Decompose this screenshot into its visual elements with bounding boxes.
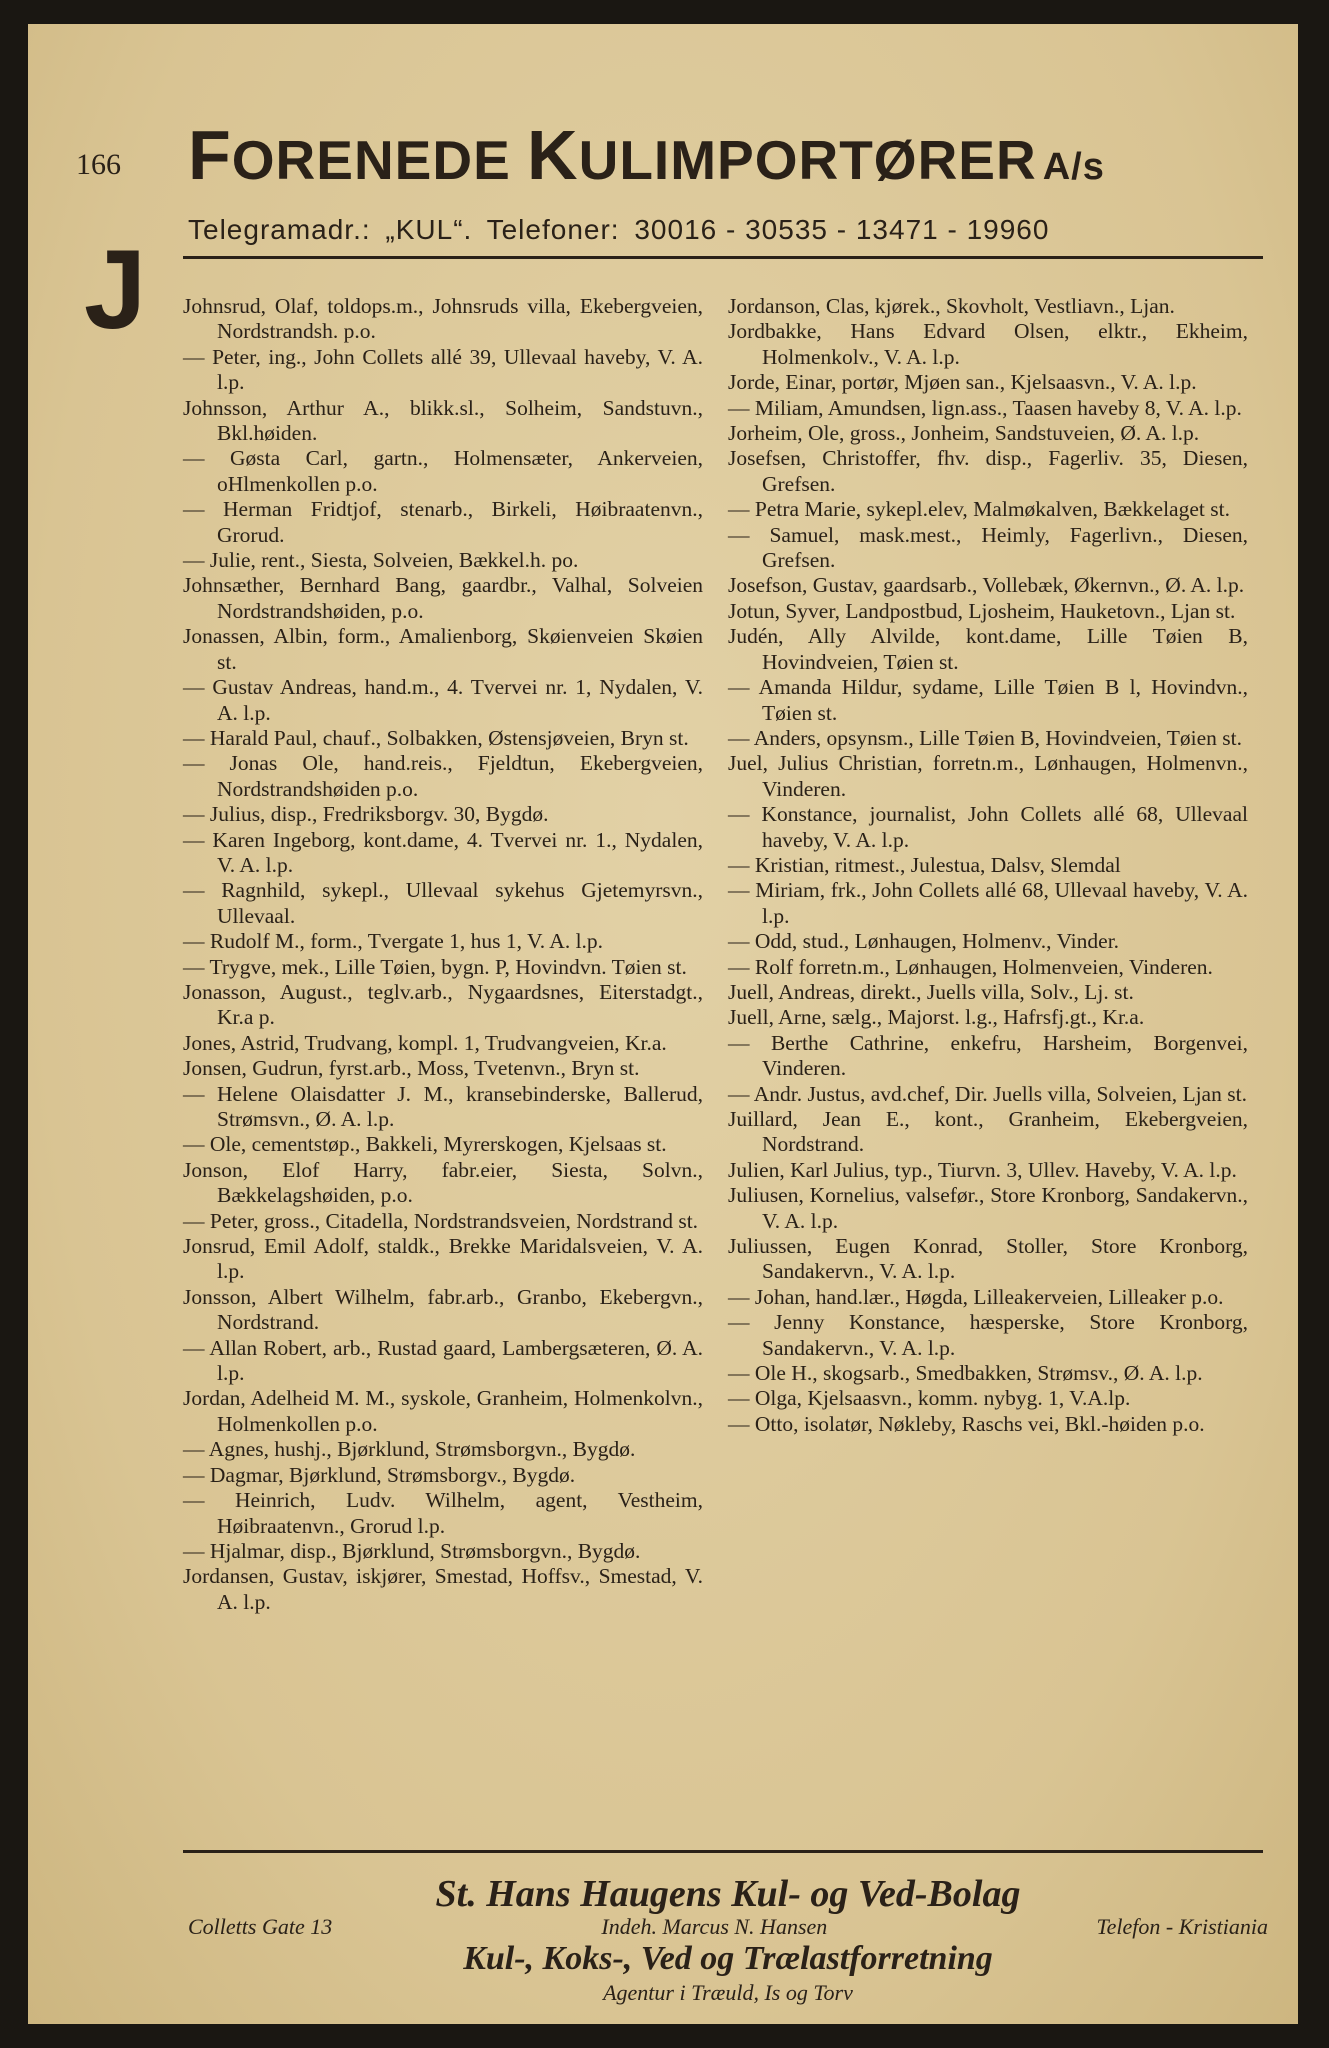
telegram-label: Telegramadr.: xyxy=(188,214,371,245)
advert-header-title xyxy=(188,116,1268,194)
footer-contact-line xyxy=(188,1914,1268,1940)
directory-entry: — Otto, isolatør, Nøkleby, Raschs vei, Bkl.-høiden p.o. xyxy=(728,1411,1205,1436)
footer-agency: Agentur i Træuld, Is og Torv xyxy=(603,1980,853,2005)
directory-entry: — Anders, opsynsm., Lille Tøien B, Hovindveien, Tøien st. xyxy=(728,725,1242,750)
directory-entry: — Gustav Andreas, hand.m., 4. Tvervei nr. 1, Nydalen, V. A. l.p. xyxy=(183,675,703,725)
directory-entry: — Kristian, ritmest., Julestua, Dalsv, Slemdal xyxy=(728,852,1121,877)
directory-entry: Juell, Arne, sælg., Majorst. l.g., Hafrsfj.gt., Kr.a. xyxy=(728,1005,1145,1030)
directory-entry: — Gøsta Carl, gartn., Holmensæter, Ankerveien, oHlmenkollen p.o. xyxy=(183,446,703,496)
title-cap-2: K xyxy=(527,116,579,194)
directory-entry: — Hjalmar, disp., Bjørklund, Strømsborgvn., Bygdø. xyxy=(183,1538,641,1563)
title-rest-2: ULIMPORTØRER xyxy=(578,129,1037,191)
directory-entry: — Peter, gross., Citadella, Nordstrandsveien, Nordstrand st. xyxy=(183,1208,699,1233)
directory-entry: — Andr. Justus, avd.chef, Dir. Juells villa, Solveien, Ljan st. xyxy=(728,1081,1247,1106)
directory-entry: Judén, Ally Alvilde, kont.dame, Lille Tøien B, Hovindveien, Tøien st. xyxy=(728,624,1248,674)
directory-entry: — Miriam, frk., John Collets allé 68, Ullevaal haveby, V. A. l.p. xyxy=(728,878,1248,928)
title-suffix: A/s xyxy=(1042,146,1105,188)
directory-entry: Jorheim, Ole, gross., Jonheim, Sandstuveien, Ø. A. l.p. xyxy=(728,421,1200,446)
directory-entry: Johnsæther, Bernhard Bang, gaardbr., Valhal, Solveien Nordstrandshøiden, p.o. xyxy=(183,573,703,623)
phone-label: Telefoner: xyxy=(486,214,620,245)
advert-header-contact xyxy=(188,214,1268,246)
directory-entry: Jordbakke, Hans Edvard Olsen, elktr., Ekheim, Holmenkolv., V. A. l.p. xyxy=(728,319,1248,369)
directory-entry: — Dagmar, Bjørklund, Strømsborgv., Bygdø. xyxy=(183,1462,576,1487)
directory-entry: Juliusen, Kornelius, valsefør., Store Kronborg, Sandakervn., V. A. l.p. xyxy=(728,1183,1248,1233)
directory-page xyxy=(28,24,1298,2024)
directory-entry: — Ole H., skogsarb., Smedbakken, Strømsv., Ø. A. l.p. xyxy=(728,1361,1203,1386)
directory-entry: Juillard, Jean E., kont., Granheim, Ekebergveien, Nordstrand. xyxy=(728,1107,1248,1157)
directory-entry: — Ole, cementstøp., Bakkeli, Myrerskogen, Kjelsaas st. xyxy=(183,1132,667,1157)
directory-entry: — Agnes, hushj., Bjørklund, Strømsborgvn., Bygdø. xyxy=(183,1437,636,1462)
directory-entry: Jordanson, Clas, kjørek., Skovholt, Vestliavn., Ljan. xyxy=(728,294,1175,318)
footer-address: Colletts Gate 13 xyxy=(188,1914,333,1939)
directory-entry: — Trygve, mek., Lille Tøien, bygn. P, Hovindvn. Tøien st. xyxy=(183,954,687,979)
directory-entry: — Rudolf M., form., Tvergate 1, hus 1, V. A. l.p. xyxy=(183,929,604,954)
directory-entry: — Peter, ing., John Collets allé 39, Ullevaal haveby, V. A. l.p. xyxy=(183,344,703,395)
directory-entry: Jorde, Einar, portør, Mjøen san., Kjelsaasvn., V. A. l.p. xyxy=(728,370,1197,395)
directory-entry: — Johan, hand.lær., Høgda, Lilleakerveien, Lilleaker p.o. xyxy=(728,1284,1224,1309)
directory-entry: Jordan, Adelheid M. M., syskole, Granheim, Holmenkolvn., Holmenkollen p.o. xyxy=(183,1386,703,1436)
footer-owner: Indeh. Marcus N. Hansen xyxy=(601,1914,828,1939)
directory-entry: Johnsson, Arthur A., blikk.sl., Solheim, Sandstuvn., Bkl.høiden. xyxy=(183,395,703,446)
directory-entry: — Berthe Cathrine, enkefru, Harsheim, Borgenvei, Vinderen. xyxy=(728,1030,1248,1081)
directory-entry: — Jenny Konstance, hæsperske, Store Kronborg, Sandakervn., V. A. l.p. xyxy=(728,1310,1248,1360)
directory-entry: Juliussen, Eugen Konrad, Stoller, Store Kronborg, Sandakervn., V. A. l.p. xyxy=(728,1234,1248,1284)
title-cap-1: F xyxy=(188,116,232,194)
directory-entry: — Helene Olaisdatter J. M., kransebinderske, Ballerud, Strømsvn., Ø. A. l.p. xyxy=(183,1081,703,1131)
telegram-value: „KUL“. xyxy=(385,214,473,245)
directory-entry: Johnsrud, Olaf, toldops.m., Johnsruds villa, Ekebergveien, Nordstrandsh. p.o. xyxy=(183,294,703,344)
directory-entry: — Heinrich, Ludv. Wilhelm, agent, Vestheim, Høibraatenvn., Grorud l.p. xyxy=(183,1488,703,1538)
directory-entry: Josefson, Gustav, gaardsarb., Vollebæk, Økernvn., Ø. A. l.p. xyxy=(728,573,1245,598)
directory-entry: — Rolf forretn.m., Lønhaugen, Holmenveien, Vinderen. xyxy=(728,954,1213,979)
footer-phone: Telefon - Kristiania xyxy=(1096,1914,1268,1939)
directory-entry: — Herman Fridtjof, stenarb., Birkeli, Høibraatenvn., Grorud. xyxy=(183,497,703,547)
page-number: 166 xyxy=(76,148,121,181)
directory-entry: — Julius, disp., Fredriksborgv. 30, Bygdø. xyxy=(183,802,549,827)
footer-divider xyxy=(183,1850,1263,1853)
directory-entry: — Karen Ingeborg, kont.dame, 4. Tvervei nr. 1., Nydalen, V. A. l.p. xyxy=(183,827,703,877)
directory-entry: — Petra Marie, sykepl.elev, Malmøkalven, Bækkelaget st. xyxy=(728,497,1230,522)
directory-entry: — Allan Robert, arb., Rustad gaard, Lambergsæteren, Ø. A. l.p. xyxy=(183,1335,703,1386)
directory-entry: — Julie, rent., Siesta, Solveien, Bækkel.h. po. xyxy=(183,548,579,573)
section-letter: J xyxy=(84,227,147,352)
footer-business: Kul-, Koks-, Ved og Trælastforretning xyxy=(463,1940,993,1977)
phone-numbers: 30016 - 30535 - 13471 - 19960 xyxy=(634,214,1050,245)
directory-entry: Jonasson, August., teglv.arb., Nygaardsnes, Eiterstadgt., Kr.a p. xyxy=(183,979,703,1030)
title-rest-1: ORENEDE xyxy=(231,129,528,191)
directory-entry: — Konstance, journalist, John Collets allé 68, Ullevaal haveby, V. A. l.p. xyxy=(728,802,1248,852)
directory-entry: Juel, Julius Christian, forretn.m., Lønhaugen, Holmenvn., Vinderen. xyxy=(728,751,1248,801)
directory-entry: — Harald Paul, chauf., Solbakken, Østensjøveien, Bryn st. xyxy=(183,725,689,750)
directory-entry: Jones, Astrid, Trudvang, kompl. 1, Trudvangveien, Kr.a. xyxy=(183,1030,667,1055)
directory-entry: — Olga, Kjelsaasvn., komm. nybyg. 1, V.A.lp. xyxy=(728,1386,1131,1411)
footer-company-name: St. Hans Haugens Kul- og Ved-Bolag xyxy=(435,1873,1021,1915)
header-divider xyxy=(183,256,1263,259)
directory-entry: Juell, Andreas, direkt., Juells villa, Solv., Lj. st. xyxy=(728,979,1134,1004)
directory-entry: Jonson, Elof Harry, fabr.eier, Siesta, Solvn., Bækkelagshøiden, p.o. xyxy=(183,1157,703,1208)
right-column-entries xyxy=(728,294,1248,1437)
directory-entry: Jotun, Syver, Landpostbud, Ljosheim, Hauketovn., Ljan st. xyxy=(728,598,1236,623)
left-column-entries xyxy=(183,294,703,1615)
directory-entry: Jonsrud, Emil Adolf, staldk., Brekke Maridalsveien, V. A. l.p. xyxy=(183,1234,703,1284)
directory-entry: — Ragnhild, sykepl., Ullevaal sykehus Gjetemyrsvn., Ullevaal. xyxy=(183,878,703,928)
directory-entry: Josefsen, Christoffer, fhv. disp., Fagerliv. 35, Diesen, Grefsen. xyxy=(728,446,1248,496)
directory-entry: Jonsson, Albert Wilhelm, fabr.arb., Granbo, Ekebergvn., Nordstrand. xyxy=(183,1284,703,1335)
directory-entry: Jonsen, Gudrun, fyrst.arb., Moss, Tvetenvn., Bryn st. xyxy=(183,1056,640,1081)
directory-entry: — Amanda Hildur, sydame, Lille Tøien B l, Hovindvn., Tøien st. xyxy=(728,675,1248,725)
directory-entry: — Odd, stud., Lønhaugen, Holmenv., Vinder. xyxy=(728,929,1120,954)
directory-entry: Julien, Karl Julius, typ., Tiurvn. 3, Ullev. Haveby, V. A. l.p. xyxy=(728,1157,1237,1182)
directory-entry: Jordansen, Gustav, iskjører, Smestad, Hoffsv., Smestad, V. A. l.p. xyxy=(183,1564,703,1614)
directory-entry: — Samuel, mask.mest., Heimly, Fagerlivn., Diesen, Grefsen. xyxy=(728,522,1248,573)
directory-entry: Jonassen, Albin, form., Amalienborg, Skøienveien Skøien st. xyxy=(183,624,703,674)
directory-entry: — Miliam, Amundsen, lign.ass., Taasen haveby 8, V. A. l.p. xyxy=(728,395,1242,420)
directory-entry: — Jonas Ole, hand.reis., Fjeldtun, Ekebergveien, Nordstrandshøiden p.o. xyxy=(183,751,703,801)
